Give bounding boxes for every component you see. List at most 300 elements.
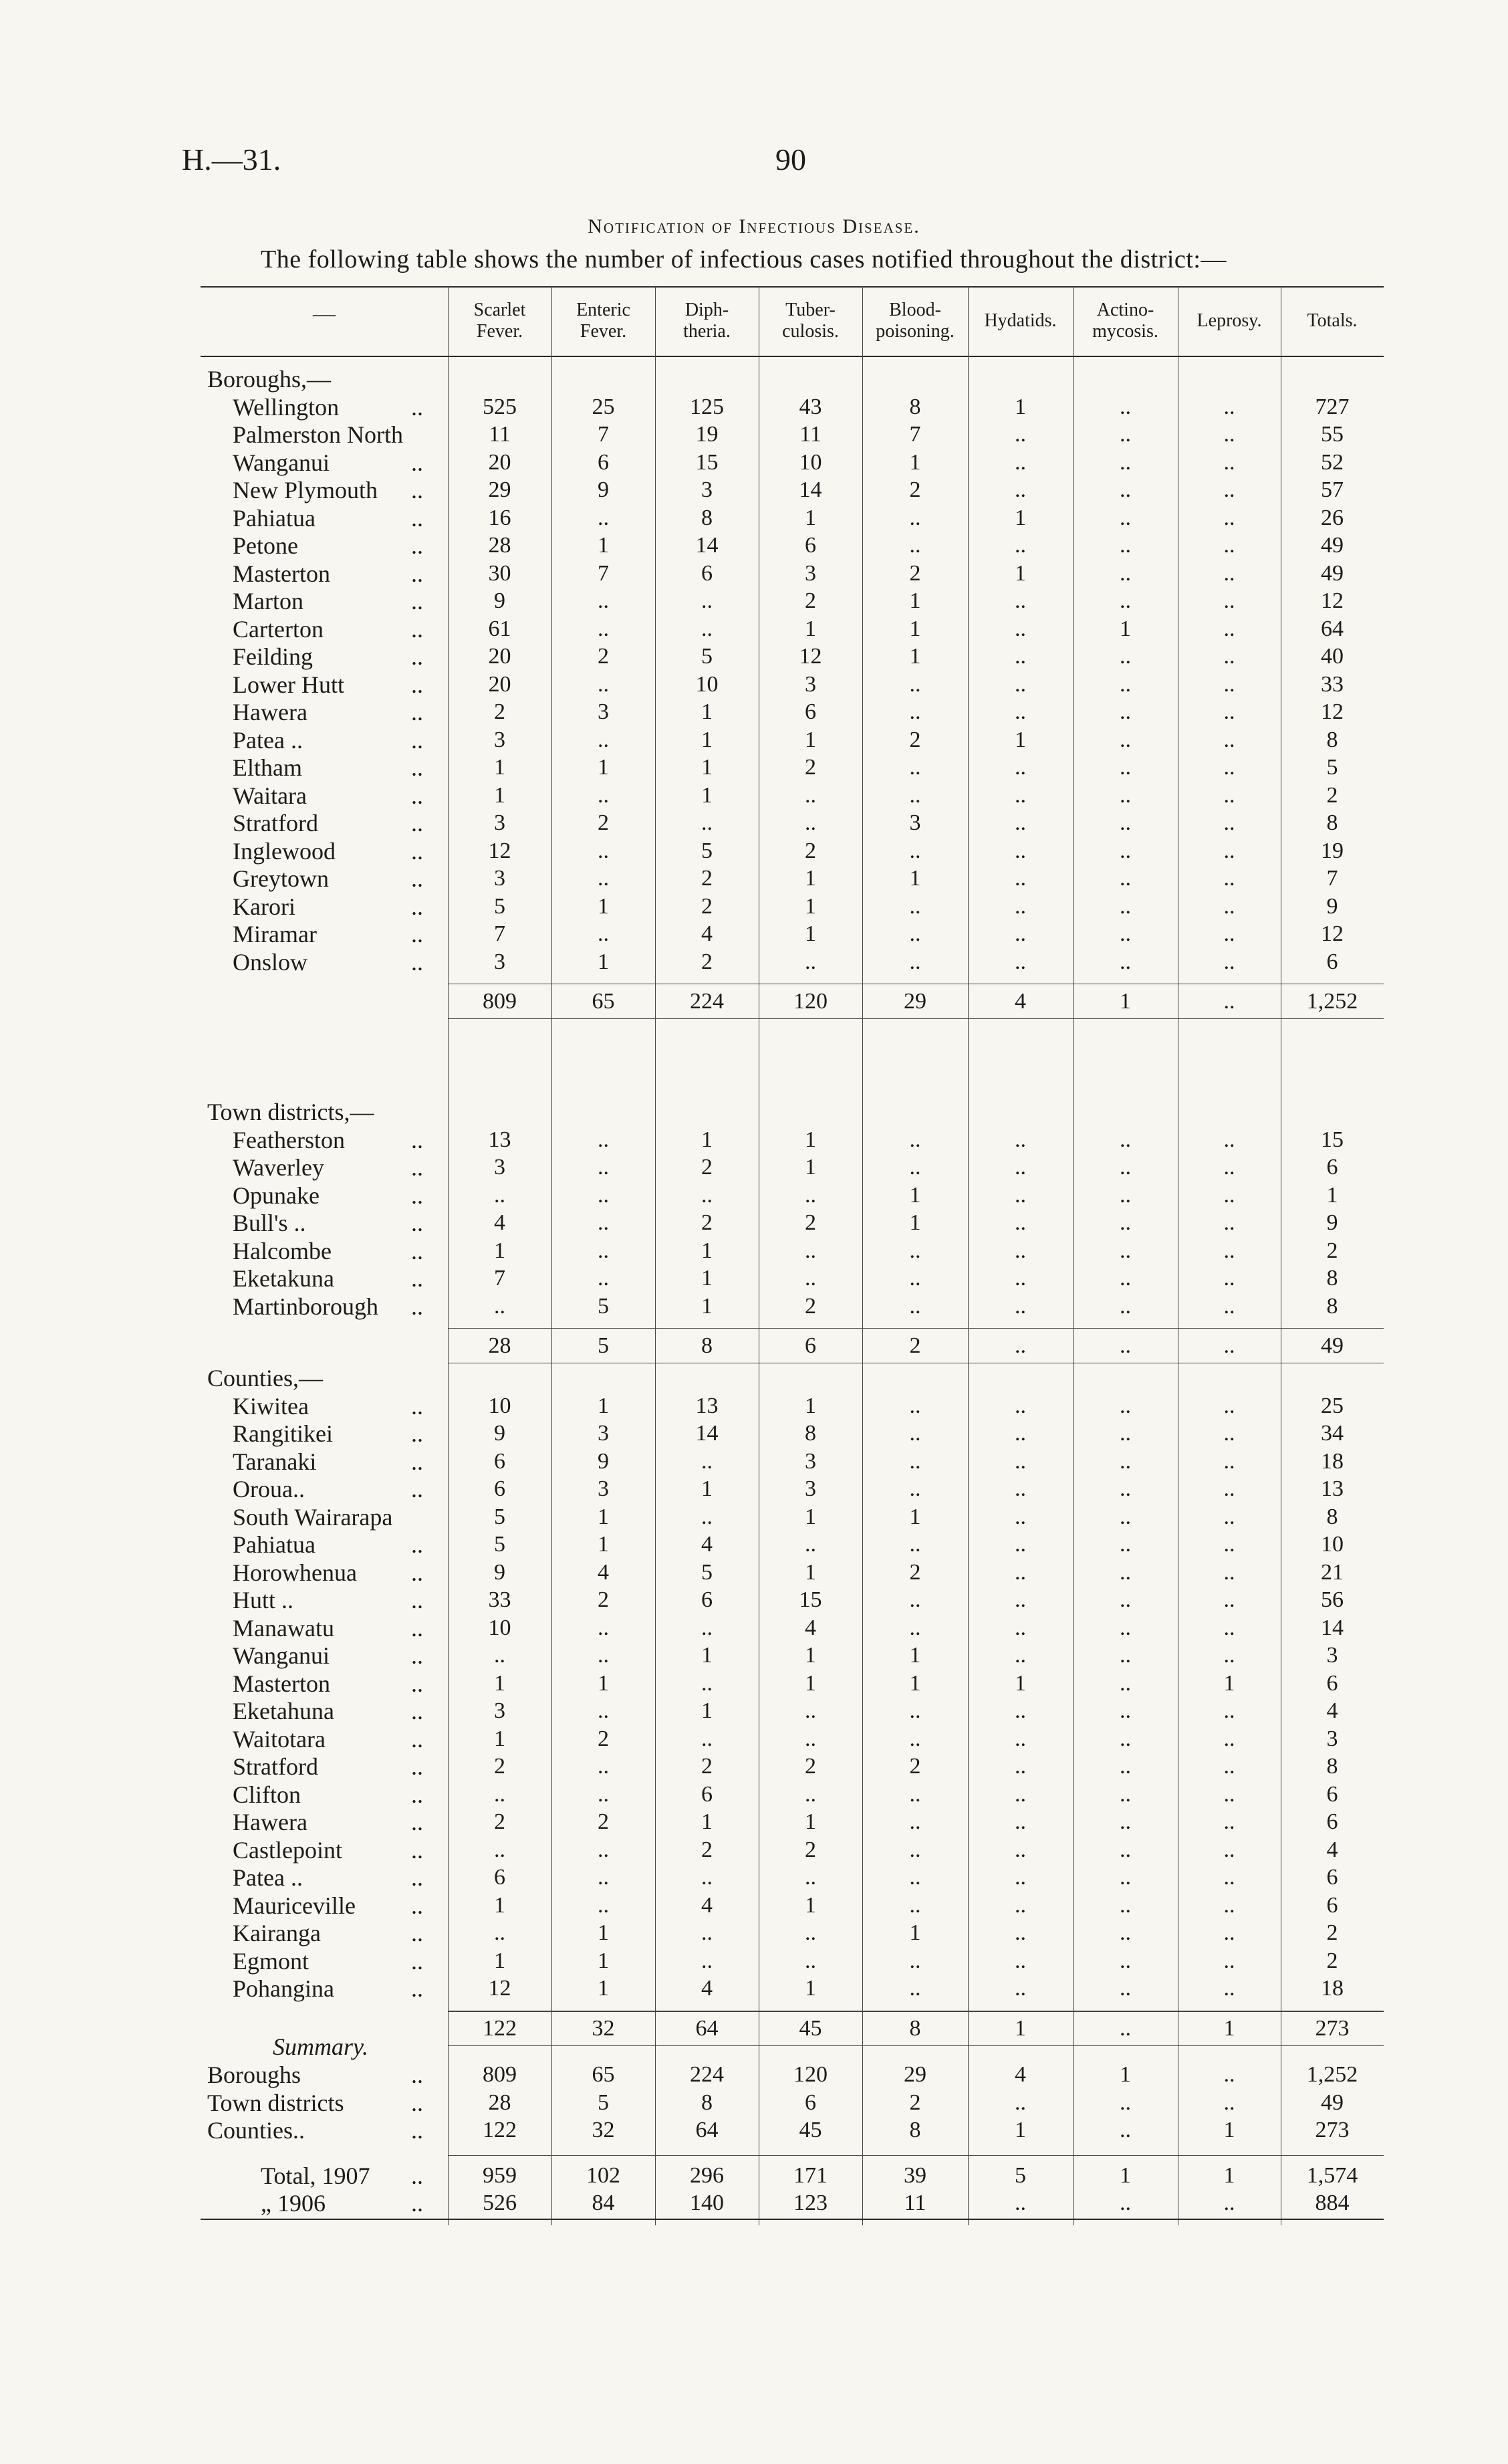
subtotal-rule — [448, 1018, 1384, 1019]
data-row-value: 8 — [805, 1421, 816, 1446]
row-label: Horowhenua — [233, 1559, 357, 1586]
data-row-value: .. — [1223, 1421, 1235, 1446]
row-leader-dots: .. — [411, 1947, 423, 1975]
data-row-value: .. — [1223, 699, 1235, 724]
column-header — [551, 300, 655, 342]
data-row-value: .. — [1223, 644, 1235, 669]
data-row-value: .. — [1223, 1948, 1235, 1973]
data-row-value: .. — [1015, 1210, 1026, 1235]
data-row-value: 4 — [598, 1559, 609, 1585]
data-row-value: .. — [1015, 1643, 1026, 1668]
data-row-value: 2 — [598, 644, 609, 669]
data-row-value: .. — [1223, 1865, 1235, 1890]
data-row-value: .. — [598, 866, 609, 891]
data-row-value: .. — [701, 1504, 713, 1529]
summary-row-value: 2 — [909, 2090, 921, 2115]
row-leader-dots: .. — [411, 2089, 423, 2116]
column-header-line: theria. — [683, 321, 731, 342]
data-row-value: 6 — [1326, 949, 1338, 974]
data-row-value: 10 — [1321, 1532, 1344, 1557]
summary-row-value: 1 — [1015, 2118, 1026, 2142]
data-row-value: .. — [1015, 644, 1026, 669]
data-row-value: .. — [1223, 1920, 1235, 1945]
data-row-value: .. — [598, 921, 609, 946]
data-row-value: .. — [1120, 1266, 1131, 1291]
data-row-value: 29 — [488, 477, 511, 502]
data-row-value: 3 — [494, 1698, 505, 1723]
subtotal-value: 1 — [1223, 2015, 1235, 2041]
data-row-value: 6 — [1326, 1670, 1338, 1696]
data-row-value: .. — [909, 1865, 921, 1890]
data-row-value: .. — [1120, 1559, 1131, 1585]
data-row-value: .. — [1120, 1976, 1131, 2001]
data-row-value: .. — [1223, 893, 1235, 919]
summary-row-value: 120 — [793, 2062, 828, 2087]
data-row-value: 13 — [1321, 1476, 1344, 1501]
row-label: Egmont — [233, 1947, 309, 1975]
row-label: Pahiatua — [233, 1531, 316, 1558]
data-row-value: .. — [1015, 1726, 1026, 1751]
data-row-value: .. — [1120, 949, 1131, 974]
summary-row-value: .. — [1223, 2062, 1235, 2087]
data-row-value: 1 — [598, 1504, 609, 1529]
subtotal-value: 122 — [483, 2015, 517, 2041]
row-label: Patea .. — [233, 1864, 303, 1891]
data-row-value: 8 — [1326, 727, 1338, 752]
data-row-value: 1 — [598, 949, 609, 974]
table-title: Notification of Infectious Disease. — [588, 215, 920, 237]
column-header-line: Enteric — [576, 300, 630, 320]
data-row-value: 4 — [805, 1615, 816, 1640]
row-leader-dots: .. — [411, 1614, 423, 1642]
row-leader-dots: .. — [411, 865, 423, 892]
data-row-value: .. — [494, 1182, 505, 1208]
data-row-value: 1 — [805, 1809, 816, 1834]
data-row-value: 30 — [488, 560, 511, 586]
data-row-value: .. — [1120, 1698, 1131, 1723]
data-row-value: 2 — [598, 1587, 609, 1612]
data-row-value: .. — [805, 1865, 816, 1890]
row-label: Carterton — [233, 615, 324, 643]
total-row-value: 140 — [690, 2191, 724, 2215]
row-leader-dots: .. — [411, 699, 423, 725]
data-row-value: .. — [1015, 755, 1026, 780]
row-leader-dots: .. — [411, 477, 423, 503]
data-row-value: 57 — [1321, 477, 1344, 502]
data-row-value: 1 — [494, 782, 505, 808]
data-row-value: .. — [909, 671, 921, 697]
row-leader-dots: .. — [411, 449, 423, 476]
subtotal-value: 273 — [1315, 2015, 1350, 2041]
row-leader-dots: .. — [411, 754, 423, 781]
subtotal-value: 1 — [1015, 2015, 1026, 2041]
column-header — [655, 300, 759, 342]
data-row-value: 1 — [805, 1127, 816, 1152]
data-row-value: 6 — [598, 449, 609, 475]
data-row-value: 6 — [1326, 1892, 1338, 1918]
row-label: Onslow — [233, 948, 308, 976]
data-row-value: 2 — [701, 1210, 713, 1235]
data-row-value: .. — [701, 1670, 713, 1696]
data-row-value: .. — [598, 1643, 609, 1668]
data-row-value: 6 — [494, 1448, 505, 1474]
data-row-value: 33 — [488, 1587, 511, 1612]
data-row-value: 12 — [1321, 588, 1344, 613]
summary-row-value: 64 — [695, 2118, 719, 2142]
total-row-value: 171 — [793, 2162, 828, 2188]
row-label: Total, 1907 — [261, 2162, 370, 2189]
data-row-value: .. — [1120, 921, 1131, 946]
data-row-value: 1 — [598, 1393, 609, 1418]
data-row-value: 1 — [1015, 505, 1026, 530]
subtotal-value: 4 — [1015, 989, 1026, 1014]
data-row-value: 1 — [1015, 727, 1026, 752]
data-row-value: 8 — [909, 394, 921, 419]
data-row-value: .. — [805, 1698, 816, 1723]
data-row-value: .. — [909, 1809, 921, 1834]
data-row-value: .. — [598, 671, 609, 697]
row-label: Castlepoint — [233, 1836, 342, 1864]
row-label: Eltham — [233, 754, 302, 781]
column-header-line: Actino- — [1096, 300, 1154, 320]
subtotal-value: 120 — [793, 989, 828, 1014]
column-header-line: Tuber- — [785, 300, 836, 320]
data-row-value: .. — [1015, 699, 1026, 724]
data-row-value: .. — [1015, 1837, 1026, 1862]
data-row-value: .. — [805, 1948, 816, 1973]
subtotal-rule — [448, 2155, 1384, 2156]
data-row-value: 2 — [909, 477, 921, 502]
data-row-value: .. — [909, 1448, 921, 1474]
data-row-value: .. — [1223, 449, 1235, 475]
data-row-value: 3 — [598, 1421, 609, 1446]
data-row-value: .. — [909, 838, 921, 863]
data-row-value: 1 — [598, 755, 609, 780]
data-row-value: 1 — [598, 893, 609, 919]
data-row-value: 1 — [805, 1155, 816, 1180]
data-row-value: .. — [1120, 866, 1131, 891]
data-row-value: .. — [701, 810, 713, 835]
data-row-value: 1 — [805, 1504, 816, 1529]
row-leader-dots: .. — [411, 1975, 423, 2002]
data-row-value: 1 — [1015, 560, 1026, 586]
data-row-value: .. — [1223, 505, 1235, 530]
data-row-value: .. — [909, 1155, 921, 1180]
row-leader-dots: .. — [411, 1670, 423, 1697]
data-row-value: 3 — [909, 810, 921, 835]
data-row-value: 1 — [598, 1670, 609, 1696]
column-header-line: Scarlet — [473, 300, 526, 320]
data-row-value: 6 — [1326, 1155, 1338, 1180]
subtotal-value: 224 — [690, 989, 724, 1014]
total-row-value: 1 — [1223, 2162, 1235, 2188]
data-row-value: 9 — [494, 1421, 505, 1446]
data-row-value: 52 — [1321, 449, 1344, 475]
row-label: Featherston — [233, 1126, 345, 1153]
data-row-value: .. — [1223, 866, 1235, 891]
data-row-value: .. — [1015, 1182, 1026, 1208]
data-row-value: .. — [1015, 1155, 1026, 1180]
data-row-value: .. — [1223, 1892, 1235, 1918]
data-row-value: .. — [598, 782, 609, 808]
data-row-value: .. — [494, 1837, 505, 1862]
data-row-value: .. — [1120, 1726, 1131, 1751]
data-row-value: 9 — [494, 1559, 505, 1585]
row-label: „ 1906 — [261, 2190, 326, 2217]
data-row-value: 1 — [909, 616, 921, 641]
data-row-value: .. — [701, 1920, 713, 1945]
data-row-value: 1 — [701, 755, 713, 780]
data-row-value: 1 — [701, 1698, 713, 1723]
data-row-value: .. — [1120, 782, 1131, 808]
data-row-value: .. — [701, 1865, 713, 1890]
data-row-value: .. — [1015, 866, 1026, 891]
data-row-value: .. — [909, 1837, 921, 1862]
data-row-value: 1 — [909, 449, 921, 475]
row-leader-dots: .. — [411, 1559, 423, 1586]
data-row-value: 4 — [1326, 1837, 1338, 1862]
data-row-value: .. — [1120, 810, 1131, 835]
data-row-value: 1 — [909, 1504, 921, 1529]
column-header-line: Fever. — [580, 321, 627, 342]
data-row-value: .. — [1223, 1587, 1235, 1612]
data-row-value: .. — [909, 1698, 921, 1723]
data-row-value: .. — [909, 1892, 921, 1918]
data-row-value: .. — [1223, 1754, 1235, 1779]
data-row-value: 8 — [1326, 1293, 1338, 1319]
data-row-value: .. — [1120, 449, 1131, 475]
total-row-value: 1 — [1120, 2162, 1131, 2188]
data-row-value: 18 — [1321, 1448, 1344, 1474]
data-row-value: .. — [1223, 1266, 1235, 1291]
data-row-value: 4 — [701, 1892, 713, 1918]
subtotal-rule — [448, 2011, 1384, 2012]
row-label: Opunake — [233, 1182, 320, 1209]
data-row-value: 55 — [1321, 422, 1344, 447]
data-row-value: 2 — [805, 588, 816, 613]
row-leader-dots: .. — [411, 1892, 423, 1919]
section-heading: Town districts,— — [207, 1099, 374, 1125]
data-row-value: 2 — [1326, 1238, 1338, 1263]
data-row-value: 1 — [1326, 1182, 1338, 1208]
row-label: Pohangina — [233, 1975, 334, 2002]
data-row-value: .. — [1223, 1532, 1235, 1557]
row-leader-dots: .. — [411, 837, 423, 865]
column-header-line: culosis. — [782, 321, 839, 342]
data-row-value: 1 — [1015, 394, 1026, 419]
data-row-value: .. — [1223, 782, 1235, 808]
data-row-value: .. — [805, 1781, 816, 1807]
data-row-value: .. — [1223, 810, 1235, 835]
data-row-value: .. — [1120, 1155, 1131, 1180]
row-label: Rangitikei — [233, 1420, 333, 1447]
data-row-value: 11 — [489, 422, 511, 447]
data-row-value: 16 — [488, 505, 511, 530]
data-row-value: 2 — [701, 1754, 713, 1779]
data-row-value: .. — [598, 1127, 609, 1152]
data-row-value: 1 — [494, 1892, 505, 1918]
data-row-value: .. — [598, 1210, 609, 1235]
data-row-value: .. — [1120, 1393, 1131, 1418]
data-row-value: 6 — [1326, 1781, 1338, 1807]
data-row-value: 6 — [701, 1781, 713, 1807]
row-leader-dots: .. — [411, 1237, 423, 1264]
data-row-value: 7 — [598, 422, 609, 447]
column-header — [1281, 310, 1384, 332]
data-row-value: .. — [1015, 1532, 1026, 1557]
data-row-value: 1 — [598, 1948, 609, 1973]
summary-row-value: 5 — [598, 2090, 609, 2115]
data-row-value: .. — [1015, 1948, 1026, 1973]
row-label: Masterton — [233, 560, 330, 587]
data-row-value: 2 — [805, 1210, 816, 1235]
data-row-value: .. — [1120, 1504, 1131, 1529]
data-row-value: .. — [1015, 782, 1026, 808]
subtotal-value: .. — [1120, 2015, 1131, 2041]
data-row-value: .. — [1015, 449, 1026, 475]
data-row-value: .. — [1223, 1448, 1235, 1474]
row-leader-dots: .. — [411, 1531, 423, 1558]
column-header — [448, 300, 551, 342]
data-row-value: 1 — [598, 1532, 609, 1557]
column-header — [968, 310, 1073, 332]
summary-row-value: 1,252 — [1306, 2062, 1358, 2087]
data-row-value: 2 — [494, 1809, 505, 1834]
data-row-value: .. — [1015, 1754, 1026, 1779]
data-row-value: .. — [1223, 394, 1235, 419]
data-row-value: 1 — [1223, 1670, 1235, 1696]
data-row-value: 15 — [695, 449, 719, 475]
data-row-value: 40 — [1321, 644, 1344, 669]
row-label: Wanganui — [233, 1642, 330, 1669]
row-leader-dots: .. — [411, 1809, 423, 1835]
subtotal-value: 1,252 — [1306, 989, 1358, 1014]
data-row-value: 1 — [701, 1127, 713, 1152]
data-row-value: .. — [1015, 1976, 1026, 2001]
data-row-value: .. — [909, 782, 921, 808]
data-row-value: .. — [805, 949, 816, 974]
data-row-value: 2 — [494, 699, 505, 724]
data-row-value: .. — [1120, 533, 1131, 558]
data-row-value: .. — [1015, 1393, 1026, 1418]
data-row-value: .. — [1223, 838, 1235, 863]
data-row-value: 12 — [488, 838, 511, 863]
data-row-value: 9 — [494, 588, 505, 613]
data-row-value: .. — [598, 1837, 609, 1862]
data-row-value: 9 — [598, 1448, 609, 1474]
row-label: Clifton — [233, 1781, 301, 1808]
row-leader-dots: .. — [411, 671, 423, 698]
data-row-value: 3 — [805, 1448, 816, 1474]
data-row-value: .. — [1223, 1393, 1235, 1418]
row-label: Stratford — [233, 1753, 318, 1780]
data-row-value: .. — [909, 1615, 921, 1640]
data-row-value: .. — [909, 921, 921, 946]
data-row-value: 2 — [598, 810, 609, 835]
data-row-value: 13 — [488, 1127, 511, 1152]
row-leader-dots: .. — [411, 1126, 423, 1153]
subtotal-value: 8 — [909, 2015, 921, 2041]
data-row-value: .. — [1120, 1448, 1131, 1474]
data-row-value: 2 — [701, 893, 713, 919]
data-row-value: .. — [909, 1238, 921, 1263]
data-row-value: 2 — [909, 1754, 921, 1779]
data-row-value: 11 — [799, 422, 822, 447]
data-row-value: .. — [1223, 1976, 1235, 2001]
data-row-value: 1 — [909, 1643, 921, 1668]
summary-row-value: 1 — [1223, 2118, 1235, 2142]
data-row-value: 1 — [909, 1920, 921, 1945]
row-label: Oroua.. — [233, 1476, 305, 1502]
total-row-value: 959 — [483, 2162, 517, 2188]
row-label: Greytown — [233, 865, 329, 892]
row-leader-dots: .. — [411, 1476, 423, 1502]
data-row-value: .. — [805, 1920, 816, 1945]
data-row-value: .. — [1120, 1210, 1131, 1235]
data-row-value: .. — [1223, 588, 1235, 613]
data-row-value: 1 — [701, 727, 713, 752]
data-row-value: .. — [909, 1393, 921, 1418]
row-leader-dots: .. — [411, 2162, 423, 2189]
row-leader-dots: .. — [411, 1182, 423, 1209]
data-row-value: .. — [1015, 1781, 1026, 1807]
total-row-value: 123 — [793, 2191, 828, 2215]
data-row-value: 2 — [805, 1754, 816, 1779]
data-row-value: .. — [1223, 1182, 1235, 1208]
data-row-value: .. — [1223, 921, 1235, 946]
row-label: Karori — [233, 893, 295, 920]
row-label: Halcombe — [233, 1237, 332, 1264]
subtotal-rule — [448, 1328, 1384, 1329]
data-row-value: 2 — [805, 1293, 816, 1319]
data-row-value: 3 — [701, 477, 713, 502]
summary-row-value: 809 — [483, 2062, 517, 2087]
data-row-value: .. — [494, 1643, 505, 1668]
data-row-value: 20 — [488, 449, 511, 475]
data-row-value: 4 — [494, 1210, 505, 1235]
data-row-value: .. — [805, 1532, 816, 1557]
row-leader-dots: .. — [411, 1781, 423, 1808]
data-row-value: .. — [598, 1266, 609, 1291]
data-row-value: 1 — [701, 1293, 713, 1319]
data-row-value: .. — [1223, 1726, 1235, 1751]
data-row-value: 2 — [805, 1837, 816, 1862]
data-row-value: .. — [805, 1266, 816, 1291]
data-row-value: .. — [1120, 1837, 1131, 1862]
data-row-value: .. — [1015, 838, 1026, 863]
data-row-value: 2 — [909, 1559, 921, 1585]
total-row-value: 526 — [483, 2191, 517, 2215]
summary-row-value: 28 — [488, 2090, 511, 2115]
data-row-value: .. — [1120, 1127, 1131, 1152]
data-row-value: .. — [1015, 1293, 1026, 1319]
data-row-value: 1 — [1015, 1670, 1026, 1696]
data-row-value: .. — [1120, 1615, 1131, 1640]
row-label: Town districts — [207, 2089, 344, 2116]
data-row-value: .. — [1015, 616, 1026, 641]
row-label: Hutt .. — [233, 1587, 294, 1613]
row-leader-dots: .. — [411, 532, 423, 559]
data-row-value: .. — [909, 1948, 921, 1973]
data-row-value: .. — [701, 1726, 713, 1751]
data-row-value: .. — [1015, 671, 1026, 697]
data-row-value: 1 — [909, 588, 921, 613]
row-label: Palmerston North — [233, 421, 403, 448]
summary-row-value: .. — [1015, 2090, 1026, 2115]
page-number: 90 — [775, 142, 806, 177]
data-row-value: 2 — [701, 949, 713, 974]
data-row-value: 12 — [1321, 699, 1344, 724]
